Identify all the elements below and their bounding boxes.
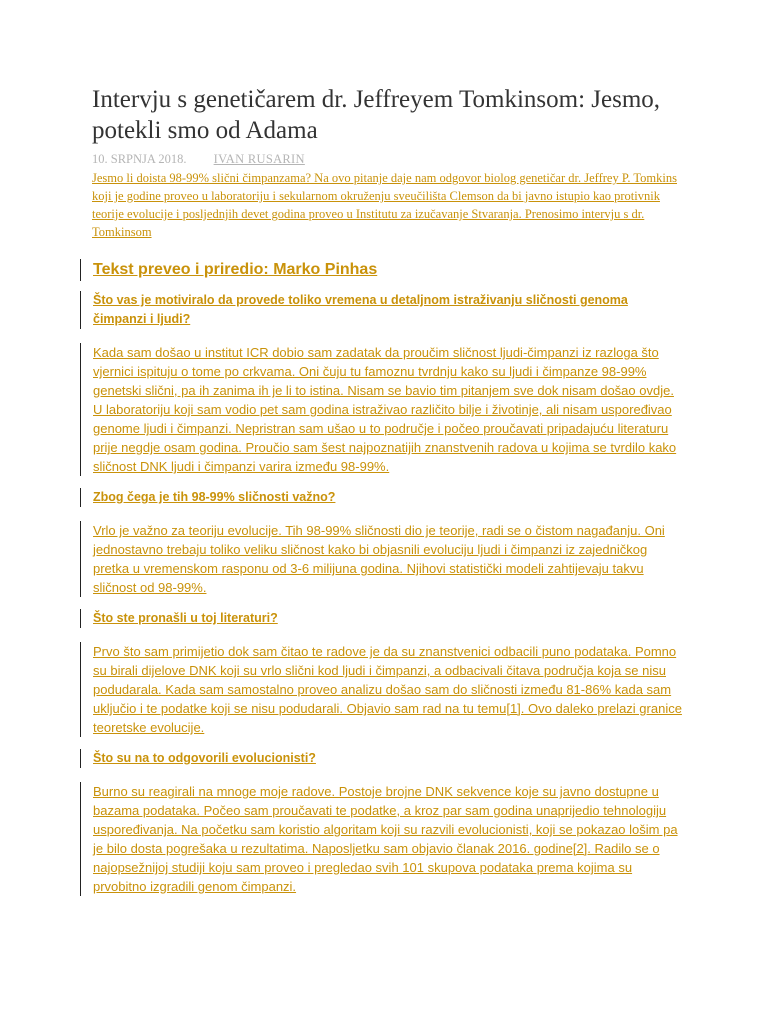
answer[interactable]: Burno su reagirali na mnoge moje radove. Postoje brojne DNK sekvence koje su javno dostupne u bazama podataka. Počeo sam proučavati te podatke, a kroz par sam godina unaprijedio tehnologiju uspoređivanja. Na početku sam koristio algoritam koji su razvili evolucionisti, koji se pokazao lošim pa je bilo dosta pogrešaka u rezultatima. Naposljetku sam objavio članak 2016. godine[2]. Radilo se o najopsežnijoj studiji koju sam proveo i pregledao svih 101 skupova podataka prema kojima su prvobitno izgradili genom čimpanzi. <box>93 784 678 894</box>
answer-block <box>80 343 683 476</box>
question[interactable]: Što ste pronašli u toj literaturi? <box>93 611 278 625</box>
article-date: 10. SRPNJA 2018. <box>92 152 187 166</box>
answer[interactable]: Kada sam došao u institut ICR dobio sam zadatak da proučim sličnost ljudi-čimpanzi iz razloga što vjernici ispituju o tome po crkvama. Oni čuju tu famoznu tvrdnju kako su ljudi i čimpanze 98-99% genetski slični, pa ih zanima ih je li to istina. Nisam se bavio tim pitanjem sve dok nisam došao ovdje. U laboratoriju koji sam vodio pet sam godina istraživao različito bilje i životinje, ali nisam uspoređivao genome ljudi i čimpanzi. Nepristran sam ušao u to područje i počeo proučavati pripadajuću literaturu prije negdje osam godina. Proučio sam šest najpoznatijih znanstvenih radova u kojima se tvrdilo kako sličnost DNK ljudi i čimpanzi varira između 98-99%. <box>93 345 677 474</box>
article-meta <box>92 152 692 167</box>
article <box>92 84 692 896</box>
question-block <box>80 609 683 628</box>
question[interactable]: Što vas je motiviralo da provede toliko vremena u detaljnom istraživanju sličnosti genoma čimpanzi i ljudi? <box>93 293 628 326</box>
question-block <box>80 749 683 768</box>
intro-paragraph[interactable]: Jesmo li doista 98-99% slični čimpanzama? Na ovo pitanje daje nam odgovor biolog genetičar dr. Jeffrey P. Tomkins koji je godine proveo u laboratoriju i sekularnom okruženju sveučilišta Clemson da bi javno istupio kao protivnik teorije evolucije i posljednjih devet godina proveo u Institutu za izučavanje Stvaranja. Prenosimo intervju s dr. Tomkinsom <box>92 171 677 239</box>
author-link[interactable]: IVAN RUSARIN <box>213 152 305 166</box>
answer[interactable]: Vrlo je važno za teoriju evolucije. Tih 98-99% sličnosti dio je teorije, radi se o čistom nagađanju. Oni jednostavno trebaju toliko veliku sličnost kako bi objasnili evoluciju ljudi i čimpanzi iz zajedničkog pretka u vremenskom rasponu od 3-6 milijuna godina. Njihovi statistički modeli zahtijevaju takvu sličnost od 98-99%. <box>93 523 665 595</box>
answer-block <box>80 782 683 896</box>
question-block <box>80 291 683 329</box>
article-title: Intervju s genetičarem dr. Jeffreyem Tomkinsom: Jesmo, potekli smo od Adama <box>92 86 661 144</box>
answer-block <box>80 521 683 597</box>
translator-credit[interactable]: Tekst preveo i priredio: Marko Pinhas <box>93 261 378 278</box>
question[interactable]: Što su na to odgovorili evolucionisti? <box>93 751 316 765</box>
question-block <box>80 488 683 507</box>
answer[interactable]: Prvo što sam primijetio dok sam čitao te radove je da su znanstvenici odbacili puno podataka. Pomno su birali dijelove DNK koji su vrlo slični kod ljudi i čimpanzi, a odbacivali čitava područja koja se nisu podudarala. Kada sam samostalno proveo analizu došao sam do sličnosti između 81-86% kada sam uključio i te podatke koji se nisu podudarali. Objavio sam rad na tu temu[1]. Ovo daleko prelazi granice teoretske evolucije. <box>93 644 682 735</box>
answer-block <box>80 642 683 737</box>
question[interactable]: Zbog čega je tih 98-99% sličnosti važno? <box>93 490 336 504</box>
subtitle-section <box>80 259 683 281</box>
